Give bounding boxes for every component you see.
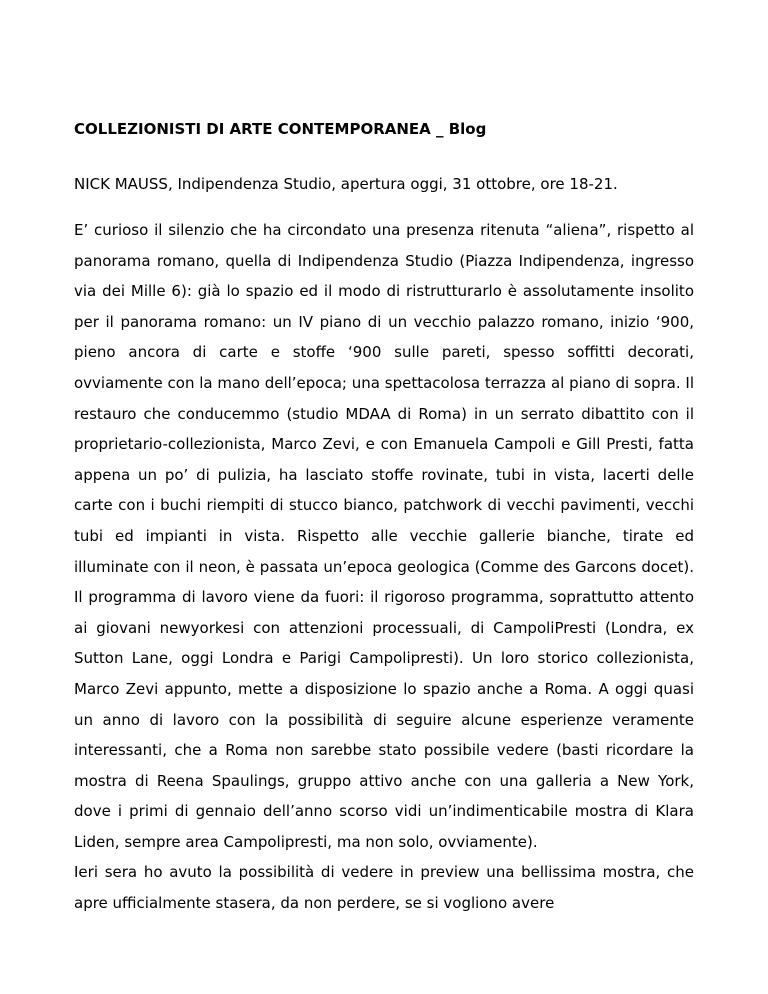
article-body bbox=[74, 215, 694, 919]
paragraph-intro: E’ curioso il silenzio che ha circondato una presenza ritenuta “aliena”, rispetto al panorama romano, quella di Indipendenza Studio (Piazza Indipendenza, ingresso via dei Mille 6): già lo spazio ed il modo di ristrutturarlo è assolutamente insolito per il panorama romano: un IV piano di un vecchio palazzo romano, inizio ‘900, pieno ancora di carte e stoffe ‘900 sulle pareti, spesso soffitti decorati, ovviamente con la mano dell’epoca; una spettacolosa terrazza al piano di sopra. Il restauro che conducemmo (studio MDAA di Roma) in un serrato dibattito con il proprietario-collezionista, Marco Zevi, e con Emanuela Campoli e Gill Presti, fatta appena un po’ di pulizia, ha lasciato stoffe rovinate, tubi in vista, lacerti delle carte con i buchi riempiti di stucco bianco, patchwork di vecchi pavimenti, vecchi tubi ed impianti in vista. Rispetto alle vecchie gallerie bianche, tirate ed illuminate con il neon, è passata un’epoca geologica (Comme des Garcons docet). Il programma di lavoro viene da fuori: il rigoroso programma, soprattutto attento ai giovani newyorkesi con attenzioni processuali, di CampoliPresti (Londra, ex Sutton Lane, oggi Londra e Parigi Campolipresti). Un loro storico collezionista, Marco Zevi appunto, mette a disposizione lo spazio anche a Roma. A oggi quasi un anno di lavoro con la possibilità di seguire alcune esperienze veramente interessanti, che a Roma non sarebbe stato possibile vedere (basti ricordare la mostra di Reena Spaulings, gruppo attivo anche con una galleria a New York, dove i primi di gennaio dell’anno scorso vidi un’indimenticabile mostra di Klara Liden, sempre area Campolipresti, ma non solo, ovviamente). bbox=[74, 221, 694, 851]
event-announcement: NICK MAUSS, Indipendenza Studio, apertura oggi, 31 ottobre, ore 18-21. bbox=[74, 175, 618, 193]
paragraph-preview: Ieri sera ho avuto la possibilità di vedere in preview una bellissima mostra, che apre ufficialmente stasera, da non perdere, se si vogliono avere bbox=[74, 863, 694, 913]
blog-title: COLLEZIONISTI DI ARTE CONTEMPORANEA _ Blog bbox=[74, 120, 487, 138]
